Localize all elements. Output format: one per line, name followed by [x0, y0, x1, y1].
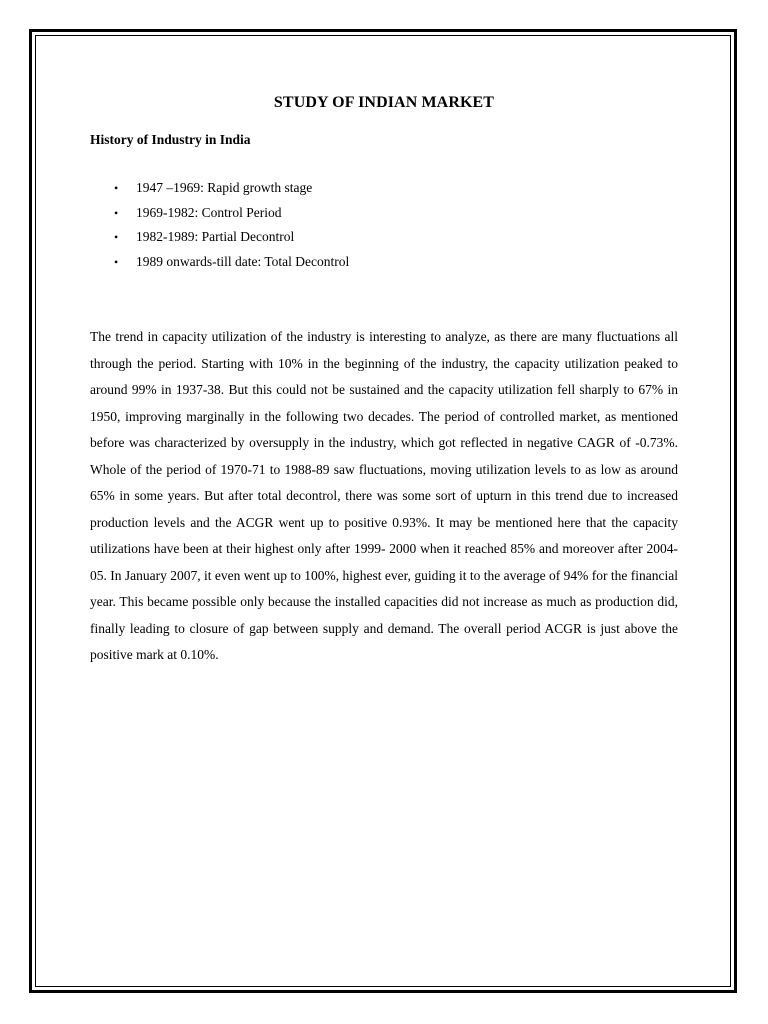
body-paragraph: The trend in capacity utilization of the industry is interesting to analyze, as there are many fluctuations all through the period. Starting with 10% in the beginning of the industry, the capacity utilization peaked to around 99% in 1937-38. But this could not be sustained and the capacity utilization fell sharply to 67% in 1950, improving marginally in the following two decades. The period of controlled market, as mentioned before was characterized by oversupply in the industry, which got reflected in negative CAGR of -0.73%. Whole of the period of 1970-71 to 1988-89 saw fluctuations, moving utilization levels to as low as around 65% in some years. But after total decontrol, there was some sort of upturn in this trend due to increased production levels and the ACGR went up to positive 0.93%. It may be mentioned here that the capacity utilizations have been at their highest only after 1999- 2000 when it reached 85% and moreover after 2004-05. In January 2007, it even went up to 100%, highest ever, guiding it to the average of 94% for the financial year. This became possible only because the installed capacities did not increase as much as production did, finally leading to closure of gap between supply and demand. The overall period ACGR is just above the positive mark at 0.10%. [90, 329, 678, 662]
bullet-icon: • [114, 205, 119, 220]
bullet-item [90, 201, 678, 226]
document-body [90, 93, 678, 669]
bullet-item [90, 250, 678, 275]
bullet-icon: • [114, 181, 119, 195]
bullet-icon: • [114, 254, 119, 269]
bullet-text: 1947 –1969: Rapid growth stage [136, 180, 313, 195]
bullet-icon: • [114, 230, 119, 244]
bullet-text: 1982-1989: Partial Decontrol [136, 229, 295, 244]
section-heading: History of Industry in India [90, 132, 251, 147]
document-title: STUDY OF INDIAN MARKET [273, 94, 495, 111]
bullet-text: 1969-1982: Control Period [136, 204, 282, 220]
bullet-text: 1989 onwards-till date: Total Decontrol [136, 253, 350, 269]
history-bullet-list [90, 176, 678, 274]
bullet-item [90, 225, 678, 250]
bullet-item [90, 176, 678, 201]
